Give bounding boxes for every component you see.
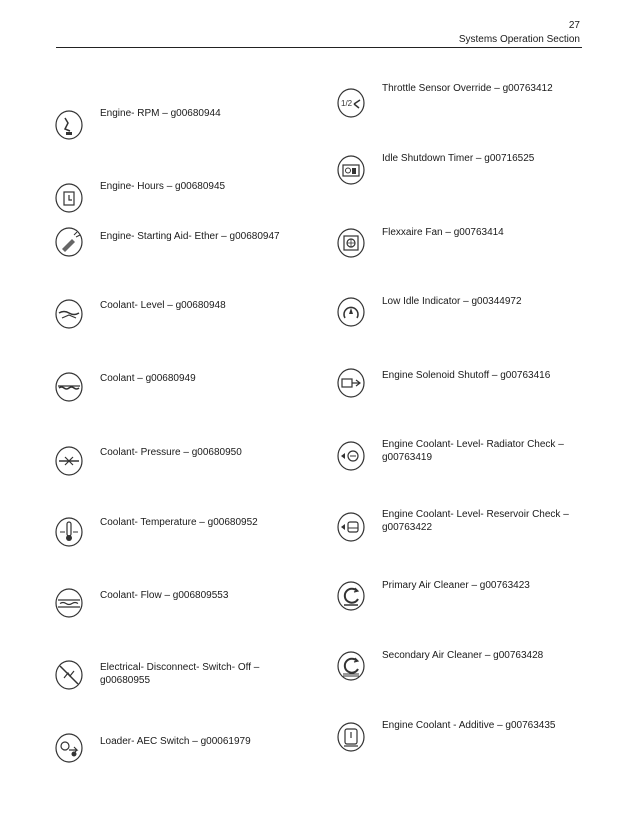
solenoid-shutoff-icon — [336, 368, 366, 398]
ether-start-aid-icon — [54, 227, 84, 257]
entry-label: Engine Solenoid Shutoff – g00763416 — [382, 370, 551, 381]
coolant-additive-icon — [336, 722, 366, 752]
entry-label: Idle Shutdown Timer – g00716525 — [382, 153, 535, 164]
entry-label: Engine- Hours – g00680945 — [100, 181, 226, 192]
primary-air-cleaner-icon — [336, 581, 366, 611]
coolant-level-icon — [54, 299, 84, 329]
engine-rpm-icon — [54, 110, 84, 140]
idle-shutdown-timer-icon — [336, 155, 366, 185]
entry-label: Low Idle Indicator – g00344972 — [382, 296, 522, 307]
reservoir-check-icon — [336, 512, 366, 542]
low-idle-indicator-icon — [336, 297, 366, 327]
entry-label: Coolant- Pressure – g00680950 — [100, 447, 242, 458]
flexxaire-fan-icon — [336, 228, 366, 258]
entry-label: Coolant- Level – g00680948 — [100, 300, 226, 311]
svg-text:1/2: 1/2 — [341, 99, 353, 108]
loader-aec-switch-icon — [54, 733, 84, 763]
entry-label: Coolant – g00680949 — [100, 373, 196, 384]
entry-label: Engine- RPM – g00680944 — [100, 108, 221, 119]
entry-label: Loader- AEC Switch – g00061979 — [100, 736, 251, 747]
throttle-override-icon — [336, 88, 366, 118]
entry-label: Electrical- Disconnect- Switch- Off – g00680955 — [100, 662, 260, 686]
page-number: 27 — [568, 20, 580, 31]
section-title: Systems Operation Section — [458, 34, 580, 45]
coolant-temperature-icon — [54, 517, 84, 547]
entry-label: Engine Coolant - Additive – g00763435 — [382, 720, 556, 731]
coolant-icon — [54, 372, 84, 402]
entry-label: Engine- Starting Aid- Ether – g00680947 — [100, 231, 280, 242]
radiator-check-icon — [336, 441, 366, 471]
engine-hours-icon — [54, 183, 84, 213]
header-rule — [56, 47, 582, 48]
secondary-air-cleaner-icon — [336, 651, 366, 681]
entry-label: Throttle Sensor Override – g00763412 — [382, 83, 553, 94]
entry-label: Flexxaire Fan – g00763414 — [382, 227, 504, 238]
entry-label: Engine Coolant- Level- Reservoir Check – g00763422 — [382, 509, 569, 533]
entry-label: Secondary Air Cleaner – g00763428 — [382, 650, 544, 661]
entry-label: Engine Coolant- Level- Radiator Check – g00763419 — [382, 439, 564, 463]
coolant-flow-icon — [54, 588, 84, 618]
entry-label: Primary Air Cleaner – g00763423 — [382, 580, 530, 591]
entry-label: Coolant- Flow – g006809553 — [100, 590, 229, 601]
electrical-disconnect-off-icon — [54, 660, 84, 690]
entry-label: Coolant- Temperature – g00680952 — [100, 517, 258, 528]
coolant-pressure-icon — [54, 446, 84, 476]
